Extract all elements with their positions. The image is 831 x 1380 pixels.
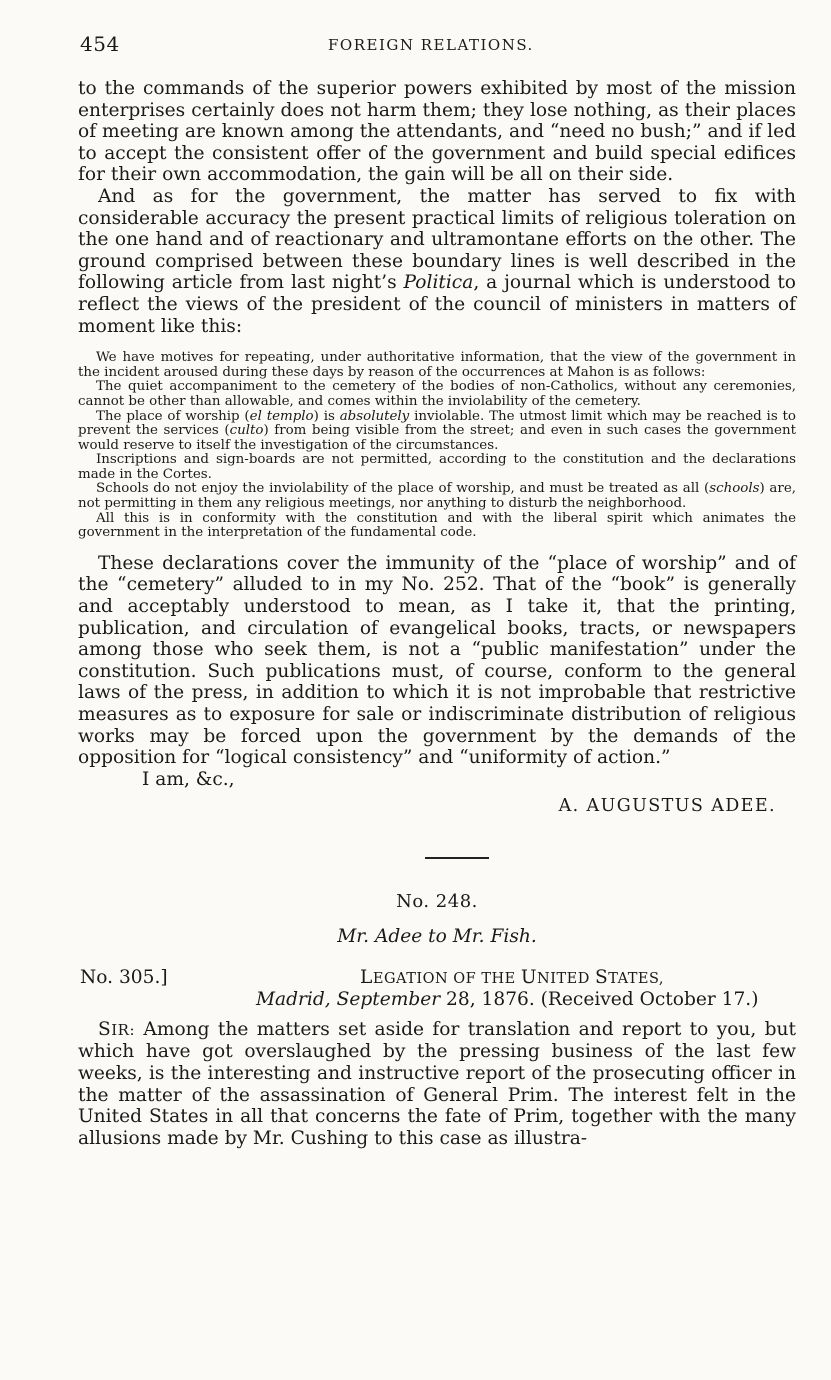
legation-initial: U — [520, 966, 538, 988]
signature: A. AUGUSTUS ADEE. — [558, 795, 776, 816]
dispatch-number: No. 305.] — [80, 966, 168, 988]
document-number: No. 248. — [396, 890, 478, 912]
quote-italic: culto — [229, 423, 264, 439]
paragraph-2 — [78, 186, 796, 337]
signoff — [78, 769, 796, 817]
document-page — [78, 32, 796, 1149]
legation-initial: S — [594, 966, 609, 988]
quote-text: ) is — [313, 408, 340, 424]
newspaper-name: Politica — [403, 272, 474, 294]
paragraph-2-text-end: , a journal which is understood to reflect the views of the president of the council of ministers in matters of moment like this: — [78, 272, 796, 337]
paragraph-4-text: Among the matters set aside for translation and report to you, but which have got overslaughed by the pressing business of the last few weeks, is the interesting and instructive report of the prosecuting officer in the matter of the assassination of General Prim. The interest felt in the United States in all that concerns the fate of Prim, together with the many allusions made by Mr. Cushing to this case as illustra- — [78, 1018, 796, 1149]
quote-text: inviolable. The utmost limit which may be reached is to prevent the services ( — [78, 408, 796, 439]
salutation-initial: S — [98, 1018, 112, 1040]
quote-text: ) from being visible from the street; and even in such cases the government would reserve to itself the investigation of the circumstances. — [78, 423, 796, 453]
quote-text: The place of worship ( — [96, 408, 250, 424]
salutation — [98, 1018, 136, 1040]
legation-text: EGATION OF THE — [372, 970, 521, 987]
quote-paragraph-4: Inscriptions and sign-boards are not permitted, according to the constitution and the declarations made in the Cortes. — [78, 452, 796, 482]
paragraph-1: to the commands of the superior powers exhibited by most of the mission enterprises certainly does not harm them; they lose nothing, as their places of meeting are known among the attendants, and “need no bush;” and if led to accept the consistent offer of the government and build special edifices for their own accommodation, the gain will be all on their side. — [78, 78, 796, 186]
quoted-article — [78, 351, 796, 541]
paragraph-3: These declarations cover the immunity of the “place of worship” and of the “cemetery” alluded to in my No. 252. That of the “book” is generally and acceptably understood to mean, as I take it, that the printing, publication, and circulation of evangelical books, tracts, or newspapers among those who seek them, is not a “public manifestation” under the constitution. Such publications must, of course, conform to the general laws of the press, in addition to which it is not improbable that restrictive measures as to exposure for sale or indiscriminate distribution of religious works may be forced upon the government by the demands of the opposition for “logical consistency” and “uniformity of action.” — [78, 552, 796, 769]
letter-body — [78, 78, 796, 769]
legation-initial: L — [360, 966, 373, 988]
salutation-rest: IR: — [111, 1020, 136, 1039]
dispatch-heading — [78, 967, 796, 1011]
quote-paragraph-1: We have motives for repeating, under authoritative information, that the view of the government in the incident aroused during these days by reason of the occurrences at Mahon is as follows: — [78, 350, 796, 380]
dateline-rest: 28, 1876. (Received October 17.) — [440, 988, 759, 1010]
dispatch-body — [78, 1019, 796, 1150]
document-title: Mr. Adee to Mr. Fish. — [337, 925, 537, 947]
quote-italic: el templo — [249, 408, 314, 424]
running-head: FOREIGN RELATIONS. — [328, 36, 534, 54]
paragraph-4 — [78, 1019, 796, 1150]
quote-paragraph-6: All this is in conformity with the constitution and with the liberal spirit which animates the government in the interpretation of the fundamental code. — [78, 510, 796, 541]
legation-name — [360, 967, 664, 988]
closing: I am, &c., — [142, 768, 235, 790]
section-divider — [425, 857, 489, 859]
page-number: 454 — [80, 32, 120, 56]
legation-text: NITED — [537, 970, 595, 987]
dateline — [256, 989, 758, 1010]
quote-text: ) are, not permitting in them any religious meetings, nor anything to disturb the neighborhood. — [78, 481, 796, 512]
paragraph-2-text: And as for the government, the matter has served to fix with considerable accuracy the present practical limits of religious toleration on the one hand and of reactionary and ultramontane efforts on the other. The ground comprised between these boundary lines is well described in the following article from last night’s — [78, 185, 796, 294]
quote-paragraph-2: The quiet accompaniment to the cemetery of the bodies of non-Catholics, without any ceremonies, cannot be other than allowable, and comes within the inviolability of the cemetery. — [78, 379, 796, 409]
quote-italic: schools — [709, 481, 760, 497]
quote-italic: absolutely — [339, 408, 410, 424]
legation-text: TATES, — [608, 970, 665, 987]
quote-paragraph-5 — [78, 482, 796, 511]
dateline-place: Madrid, September — [256, 988, 441, 1010]
quote-text: Schools do not enjoy the inviolability of the place of worship, and must be treated as all ( — [96, 481, 710, 497]
page-header — [78, 32, 796, 62]
quote-paragraph-3 — [78, 410, 796, 454]
